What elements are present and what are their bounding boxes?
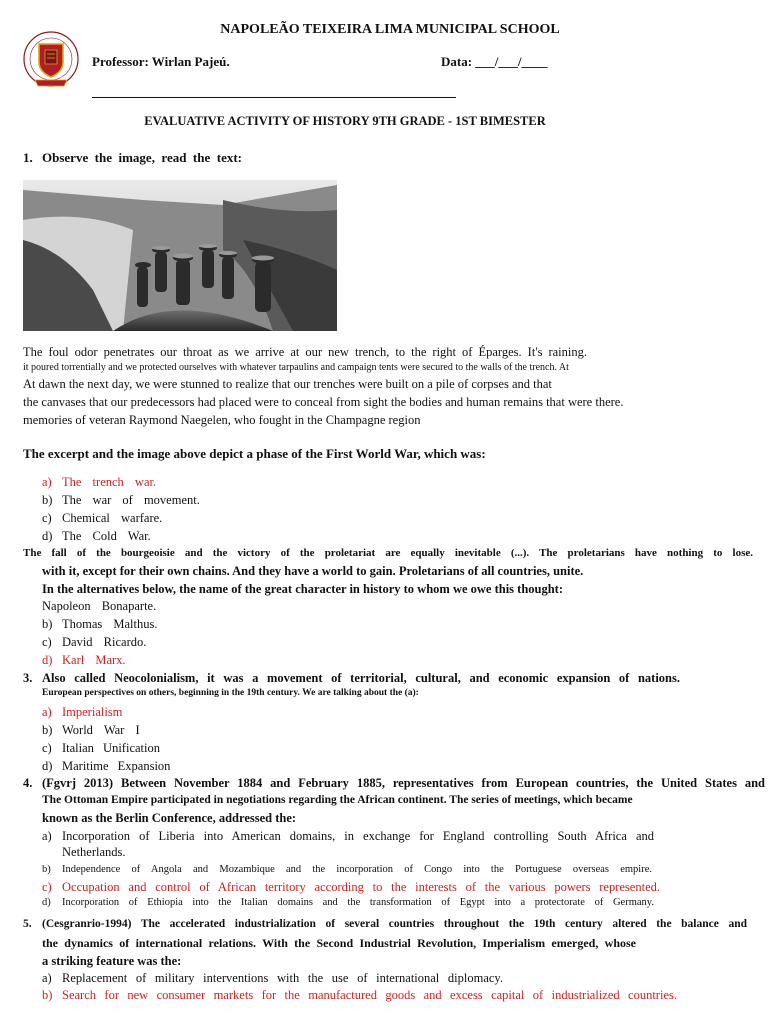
excerpt-line: the canvases that our predecessors had placed were to conceal from sight the bodies and human remains that were there. bbox=[23, 395, 624, 409]
q4-line2: The Ottoman Empire participated in negotiations regarding the African continent. The series of meetings, which became bbox=[42, 794, 633, 806]
q2-line3: In the alternatives below, the name of the great character in history to whom we owe this thought: bbox=[42, 582, 564, 596]
option-a[interactable]: a) The trench war. bbox=[42, 475, 157, 489]
name-line[interactable] bbox=[92, 97, 456, 98]
option-c[interactable]: c) Occupation and control of African territory according to the interests of the various powers represented. bbox=[42, 880, 660, 894]
option-a[interactable]: a) Imperialism bbox=[42, 705, 123, 719]
q4-line3: known as the Berlin Conference, addressed the: bbox=[42, 811, 297, 825]
option-d[interactable]: d) Incorporation of Ethiopia into the Italian domains and the transformation of Egypt into a protectorate of Germany. bbox=[42, 897, 654, 908]
trench-photo bbox=[23, 180, 337, 331]
school-crest bbox=[20, 30, 82, 92]
q4-line1: 4. (Fgvrj 2013) Between November 1884 and February 1885, representatives from European countries, the United States and bbox=[23, 776, 765, 790]
option-b[interactable]: b) The war of movement. bbox=[42, 493, 200, 507]
q3-line2: European perspectives on others, beginning in the 19th century. We are talking about the (a): bbox=[42, 688, 419, 698]
q2-options bbox=[42, 599, 158, 671]
q1-prompt-text: Observe the image, read the text: bbox=[42, 150, 242, 165]
school-name: NAPOLEÃO TEIXEIRA LIMA MUNICIPAL SCHOOL bbox=[220, 22, 560, 37]
option-a[interactable]: Napoleon Bonaparte. bbox=[42, 599, 157, 613]
q1-prompt bbox=[23, 150, 263, 166]
excerpt-line: memories of veteran Raymond Naegelen, who fought in the Champagne region bbox=[23, 413, 421, 427]
option-c[interactable]: c) Chemical warfare. bbox=[42, 511, 163, 525]
q3-options bbox=[42, 705, 170, 777]
option-d[interactable]: d) Maritime Expansion bbox=[42, 759, 171, 773]
q1-number: 1. bbox=[23, 150, 33, 165]
q2-line2: with it, except for their own chains. And they have a world to gain. Proletarians of all countries, unite. bbox=[42, 564, 584, 578]
option-a[interactable]: a) Incorporation of Liberia into American domains, in exchange for England controlling South Africa and Netherlands. bbox=[42, 829, 654, 859]
q3-line1: 3. Also called Neocolonialism, it was a movement of territorial, cultural, and economic expansion of nations. bbox=[23, 671, 680, 685]
option-d[interactable]: d) The Cold War. bbox=[42, 529, 151, 543]
option-d[interactable]: d) Karl Marx. bbox=[42, 653, 126, 667]
option-b[interactable]: b) Thomas Malthus. bbox=[42, 617, 158, 631]
q2-line1: The fall of the bourgeoisie and the victory of the proletariat are equally inevitable (...). The proletarians have nothing to lose. bbox=[23, 547, 753, 559]
q5-line1: 5. (Cesgranrio-1994) The accelerated industrialization of several countries throughout the 19th century altered the balance and bbox=[23, 918, 747, 930]
q5-line3: a striking feature was the: bbox=[42, 954, 182, 968]
option-b[interactable]: b) Search for new consumer markets for the manufactured goods and excess capital of industrialized countries. bbox=[42, 988, 677, 1002]
option-b[interactable]: b) Independence of Angola and Mozambique and the incorporation of Congo into the Portuguese overseas empire. bbox=[42, 864, 652, 875]
q1-options bbox=[42, 475, 200, 547]
excerpt-line: The foul odor penetrates our throat as we arrive at our new trench, to the right of Éparges. It's raining. bbox=[23, 345, 587, 359]
excerpt-line: At dawn the next day, we were stunned to realize that our trenches were built on a pile of corpses and that bbox=[23, 377, 552, 391]
professor-label: Professor: Wirlan Pajeú. bbox=[92, 54, 230, 69]
activity-title: EVALUATIVE ACTIVITY OF HISTORY 9TH GRADE - 1ST BIMESTER bbox=[144, 114, 546, 128]
q5-line2: the dynamics of international relations. With the Second Industrial Revolution, Imperialism emerged, whose bbox=[42, 936, 636, 950]
date-field[interactable]: Data: ___/___/____ bbox=[441, 54, 548, 69]
q1-question: The excerpt and the image above depict a phase of the First World War, which was: bbox=[23, 446, 486, 461]
q5-options bbox=[42, 971, 762, 1003]
q1-excerpt bbox=[23, 345, 763, 428]
excerpt-line: it poured torrentially and we protected ourselves with whatever tarpaulins and campaign tents were secured to the walls of the trench. At bbox=[23, 362, 569, 373]
q4-options bbox=[42, 829, 762, 908]
option-c[interactable]: c) David Ricardo. bbox=[42, 635, 147, 649]
option-c[interactable]: c) Italian Unification bbox=[42, 741, 160, 755]
option-a[interactable]: a) Replacement of military interventions with the use of international diplomacy. bbox=[42, 971, 503, 985]
option-b[interactable]: b) World War I bbox=[42, 723, 140, 737]
